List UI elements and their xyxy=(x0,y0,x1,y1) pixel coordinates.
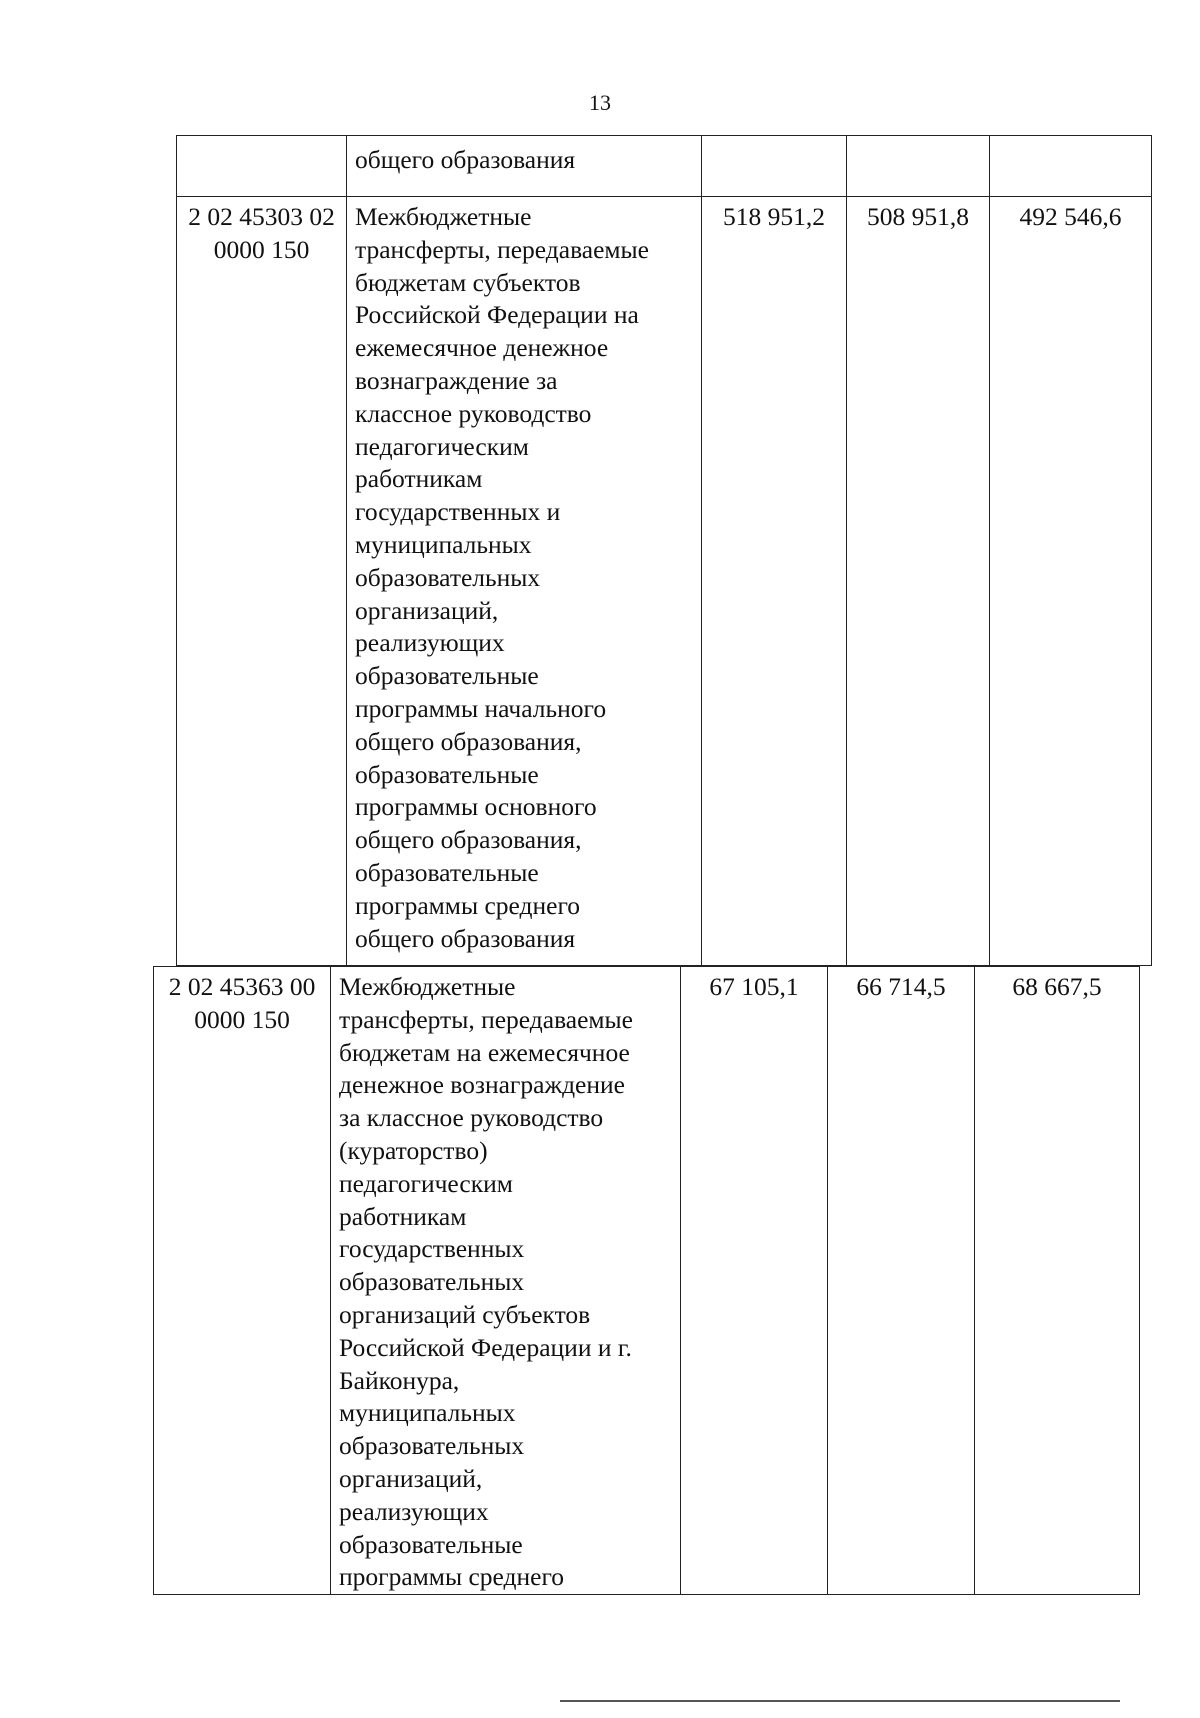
amount: 67 105,1 xyxy=(709,972,799,1001)
value-cell xyxy=(847,197,990,966)
description-line: программы среднего xyxy=(339,1562,565,1592)
budget-table-continued xyxy=(153,966,1140,1595)
value-cell xyxy=(990,197,1152,966)
value-cell xyxy=(828,967,975,1595)
amount: 68 667,5 xyxy=(1012,972,1102,1001)
description-line: общего образования, xyxy=(355,825,582,855)
page-number: 13 xyxy=(589,90,611,115)
description-line: образовательные xyxy=(355,661,539,691)
amount: 508 951,8 xyxy=(867,202,969,231)
description-line: Межбюджетные xyxy=(339,972,516,1001)
description-line: бюджетам субъектов xyxy=(355,267,581,297)
description-line: классное руководство xyxy=(355,398,592,428)
description-line: программы начального xyxy=(355,693,607,723)
description-line: (кураторство) xyxy=(339,1135,488,1165)
description-line: реализующих xyxy=(339,1496,489,1526)
description-line: Российской Федерации и г. xyxy=(339,1332,632,1362)
code-cell xyxy=(154,967,331,1595)
description-line: образовательных xyxy=(339,1267,525,1297)
table-row xyxy=(177,136,1152,197)
description-cell xyxy=(347,197,702,966)
description-line: Межбюджетные xyxy=(355,202,532,231)
description-cell xyxy=(331,967,681,1595)
table-row xyxy=(177,197,1152,966)
description-line: денежное вознаграждение xyxy=(339,1070,625,1100)
code-line: 2 02 45363 00 xyxy=(168,972,316,1001)
description-line: программы среднего xyxy=(355,890,581,920)
description-line: программы основного xyxy=(355,792,597,822)
code-line: 0000 150 xyxy=(213,234,310,264)
description-line: Байконура, xyxy=(339,1365,460,1395)
amount: 492 546,6 xyxy=(1019,202,1122,231)
description-cell xyxy=(347,136,702,197)
description-line: общего образования, xyxy=(355,726,582,756)
description-line: образовательные xyxy=(339,1529,523,1559)
description-line: вознаграждение за xyxy=(355,365,558,395)
value-cell xyxy=(975,967,1140,1595)
description-line: муниципальных xyxy=(355,529,532,559)
description-line: трансферты, передаваемые xyxy=(339,1004,633,1034)
description-line: образовательные xyxy=(355,759,539,789)
amount: 518 951,2 xyxy=(723,202,825,231)
description-line: муниципальных xyxy=(339,1398,516,1428)
description-line: государственных и xyxy=(355,497,561,527)
description-line: общего образования xyxy=(355,145,576,174)
value-cell xyxy=(702,197,847,966)
value-cell xyxy=(990,136,1152,197)
description-line: реализующих xyxy=(355,628,505,658)
budget-table xyxy=(176,135,1152,966)
amount: 66 714,5 xyxy=(856,972,946,1001)
value-cell xyxy=(702,136,847,197)
table-row xyxy=(154,967,1140,1595)
description-line: ежемесячное денежное xyxy=(355,333,609,363)
code-line: 0000 150 xyxy=(194,1004,290,1034)
description-line: образовательных xyxy=(355,562,541,592)
description-line: педагогическим xyxy=(355,431,529,461)
description-line: педагогическим xyxy=(339,1168,513,1198)
description-line: общего образования xyxy=(355,923,576,953)
footer-divider xyxy=(560,1700,1120,1702)
code-line: 2 02 45303 02 xyxy=(188,202,335,231)
description-line: образовательных xyxy=(339,1431,525,1461)
description-line: Российской Федерации на xyxy=(355,300,639,330)
description-line: организаций субъектов xyxy=(339,1299,591,1329)
description-line: бюджетам на ежемесячное xyxy=(339,1037,630,1067)
code-cell xyxy=(177,136,347,197)
value-cell xyxy=(847,136,990,197)
description-line: образовательные xyxy=(355,857,539,887)
code-cell xyxy=(177,197,347,966)
description-line: работникам xyxy=(355,464,483,494)
value-cell xyxy=(681,967,828,1595)
description-line: за классное руководство xyxy=(339,1103,604,1133)
description-line: организаций, xyxy=(355,595,499,625)
description-line: трансферты, передаваемые xyxy=(355,234,649,264)
description-line: государственных xyxy=(339,1234,525,1264)
description-line: организаций, xyxy=(339,1463,483,1493)
description-line: работникам xyxy=(339,1201,467,1231)
